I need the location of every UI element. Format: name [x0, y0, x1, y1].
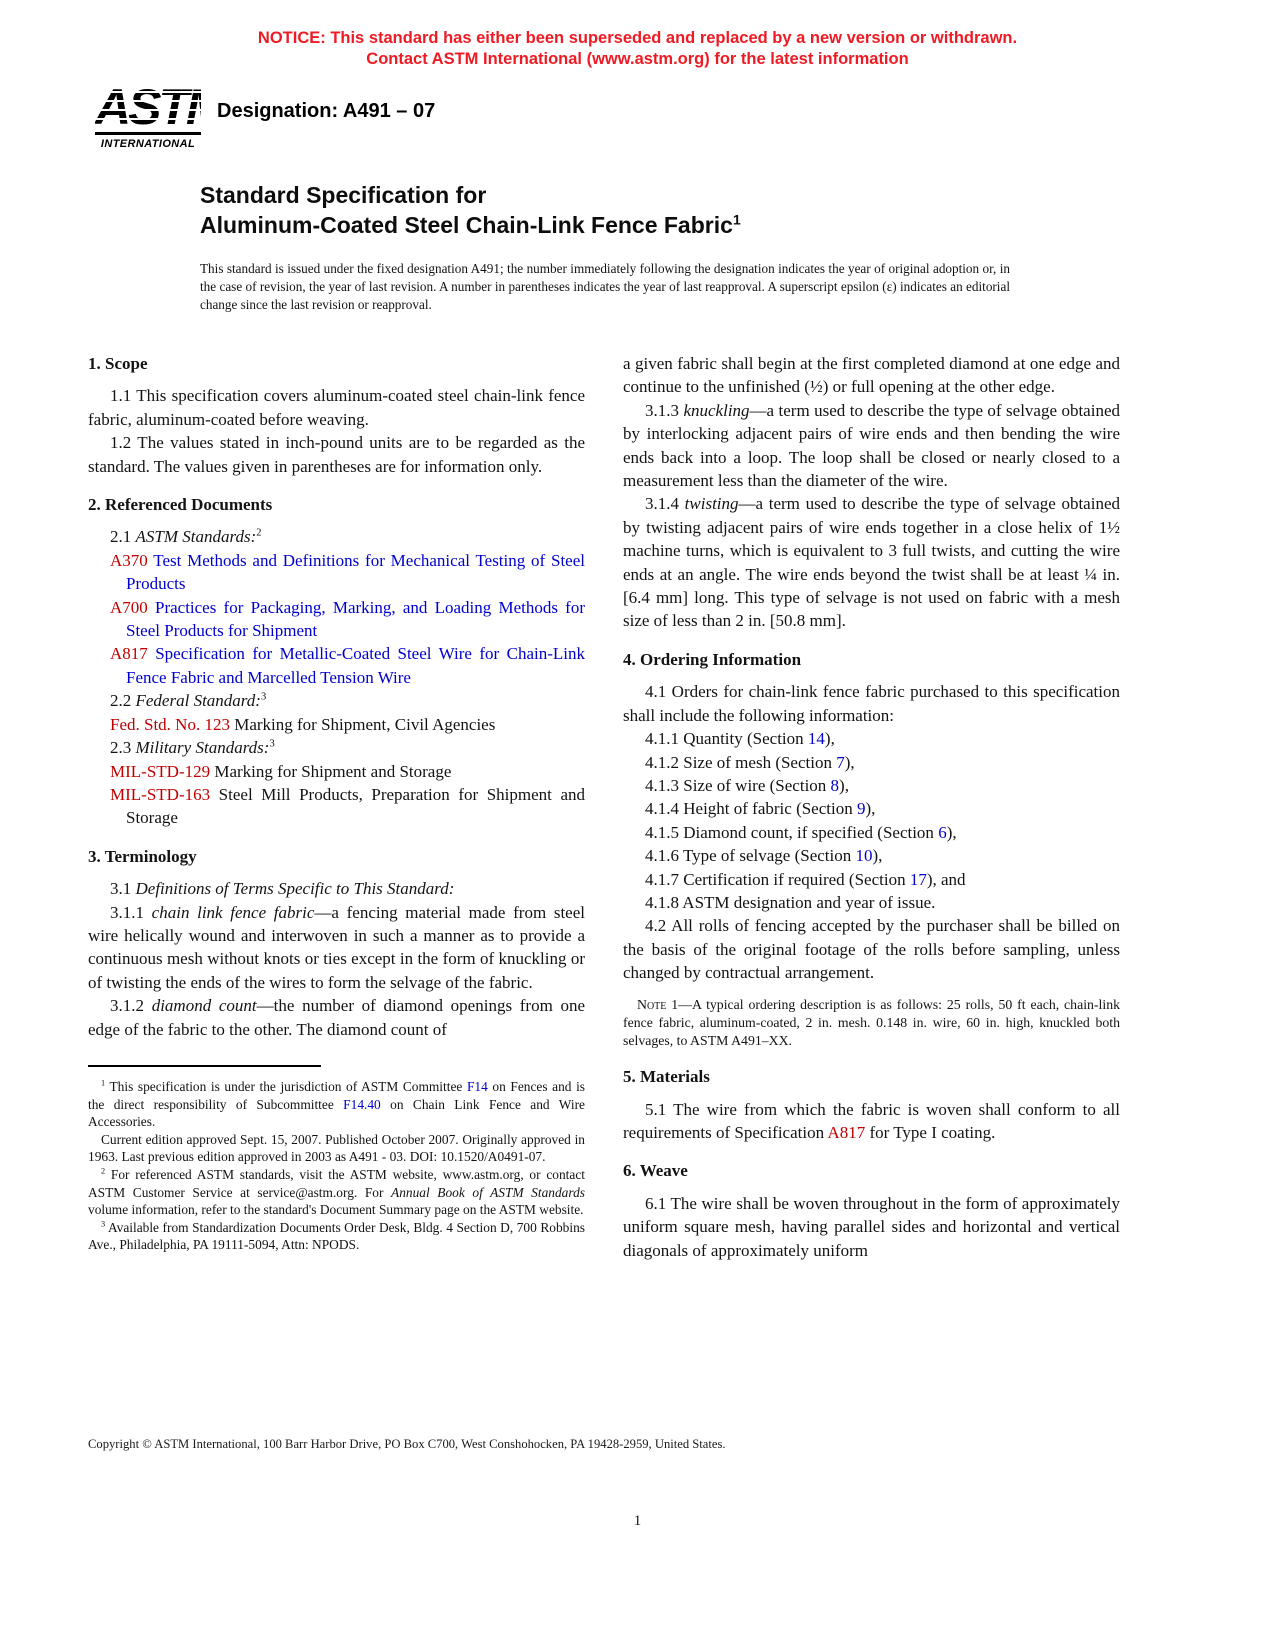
- footnote-1-edition: Current edition approved Sept. 15, 2007. Published October 2007. Originally approved in 1963. Last previous edition approved in 2003 as A491 - 03. DOI: 10.1520/A0491-07.: [88, 1131, 585, 1165]
- link-section-9[interactable]: 9: [856, 799, 866, 819]
- link-a370[interactable]: A370: [110, 550, 148, 570]
- footnote-marker: 2: [256, 527, 262, 539]
- text-run: ),: [839, 775, 849, 795]
- text-run: twisting: [684, 494, 739, 514]
- para-2-1: [88, 525, 585, 548]
- text-run: —a term used to describe the type of selvage obtained by twisting adjacent pairs of wire ends together in a close helix of 1½ machine turns, which is equivalent to 3 full twists, and cutting the wire ends at an angle. The wire ends beyond the twist shall be at least ¼ in. [6.4 mm] long. This type of selvage is not used on fabric with a mesh size of less than 2 in. [50.8 mm].: [623, 494, 1120, 631]
- text-run: chain link fence fabric: [151, 902, 315, 922]
- text-run: 3.1: [110, 879, 136, 899]
- para-4-2: 4.2 All rolls of fencing accepted by the purchaser shall be billed on the basis of the original footage of the rolls before sampling, unless changed by contractual arrangement.: [623, 916, 1120, 983]
- ref-mil-std-163: [110, 783, 585, 830]
- text-run: 3.1.3: [645, 400, 684, 420]
- link-section-10[interactable]: 10: [855, 846, 873, 866]
- title-line-2: [200, 210, 1120, 240]
- text-run: 4.1.7 Certification if required (Section: [645, 869, 910, 889]
- para-3-1-1: [88, 901, 585, 995]
- footnote-marker: 3: [260, 691, 267, 703]
- issued-statement: This standard is issued under the fixed designation A491; the number immediately following the designation indicates the year of original adoption or, in the case of revision, the year of last revision. A number in parentheses indicates the year of last reapproval. A superscript epsilon (ε) indicates an editorial change since the last revision or reapproval.: [200, 261, 1010, 312]
- link-a700-title[interactable]: Practices for Packaging, Marking, and Loading Methods for Steel Products for Shipment: [126, 597, 585, 641]
- text-run: Military Standards:: [135, 738, 270, 758]
- text-run: —a fencing material made from steel wire helically wound and interwoven in such a manner as to provide a continuous mesh without knots or ties except in the form of knuckling or of twisting the ends of the wires to form the selvage of the fabric.: [88, 902, 585, 992]
- para-4-1-2: [623, 751, 1120, 774]
- body-columns: [88, 352, 1120, 1262]
- text-run: 4.1.3 Size of wire (Section: [645, 775, 831, 795]
- heading-weave: 6. Weave: [623, 1161, 688, 1181]
- title-line-1: Standard Specification for: [200, 182, 487, 208]
- supersession-notice: [0, 0, 1275, 70]
- link-a700[interactable]: A700: [110, 597, 148, 617]
- link-a817-materials[interactable]: A817: [827, 1122, 866, 1142]
- title-footnote-ref[interactable]: 1: [732, 212, 741, 229]
- document-header: [95, 79, 1275, 150]
- text-run: 2.3: [110, 738, 136, 758]
- para-4-1-5: [623, 821, 1120, 844]
- footnote-marker: 3: [101, 1219, 106, 1229]
- text-run: 4.1.6 Type of selvage (Section: [645, 846, 856, 866]
- text-run: 3.1.1: [110, 902, 152, 922]
- para-3-1-3: [623, 399, 1120, 493]
- ref-a700: [110, 596, 585, 643]
- para-3-1-2: [88, 994, 585, 1041]
- text-run: Federal Standard:: [135, 691, 261, 711]
- text-run: 2.2: [110, 691, 136, 711]
- para-4-1: 4.1 Orders for chain-link fence fabric purchased to this specification shall include the following information:: [623, 682, 1120, 725]
- text-run: 4.1.1 Quantity (Section: [645, 729, 808, 749]
- para-4-1-7: [623, 868, 1120, 891]
- para-4-1-8: 4.1.8 ASTM designation and year of issue.: [645, 892, 936, 912]
- footnote-1: [88, 1078, 585, 1131]
- text-run: 4.1.4 Height of fabric (Section: [645, 799, 857, 819]
- notice-line-2: Contact ASTM International (www.astm.org) for the latest information: [366, 50, 909, 68]
- title-text: Aluminum-Coated Steel Chain-Link Fence Fabric: [200, 212, 733, 238]
- note-1: [623, 996, 1120, 1051]
- footnote-2: [88, 1166, 585, 1219]
- astm-logo: [95, 79, 225, 150]
- heading-materials: 5. Materials: [623, 1067, 710, 1087]
- text-run: —the number of diamond openings from one edge of the fabric to the other. The diamond count of: [88, 996, 586, 1039]
- text-run: ),: [844, 752, 855, 772]
- text-run: This specification is under the jurisdiction of ASTM Committee: [105, 1078, 467, 1094]
- text-run: on Fences and is the direct responsibility of Subcommittee: [88, 1078, 586, 1112]
- para-3-1: [88, 877, 585, 900]
- link-fed-std-123[interactable]: Fed. Std. No. 123: [110, 714, 230, 734]
- link-section-6[interactable]: 6: [938, 822, 947, 842]
- para-1-2: 1.2 The values stated in inch-pound units are to be regarded as the standard. The values given in parentheses are for information only.: [88, 433, 585, 476]
- para-4-1-1: [623, 727, 1120, 750]
- text-run: ),: [946, 822, 957, 842]
- text-run: For referenced ASTM standards, visit the ASTM website, www.astm.org, or contact ASTM Customer Service at service@astm.org. For: [88, 1166, 585, 1200]
- ref-a370: [110, 549, 585, 596]
- text-run: Available from Standardization Documents Order Desk, Bldg. 4 Section D, 700 Robbins Ave., Philadelphia, PA 19111-5094, Attn: NPODS.: [88, 1219, 585, 1253]
- text-run: diamond count: [151, 996, 257, 1016]
- text-run: Definitions of Terms Specific to This Standard:: [135, 879, 455, 899]
- para-4-1-3: [623, 774, 1120, 797]
- text-run: for Type I coating.: [865, 1122, 996, 1142]
- ref-mil-std-129: [110, 760, 585, 783]
- link-a817[interactable]: A817: [110, 644, 148, 664]
- footnote-marker: 2: [101, 1166, 106, 1176]
- link-section-14[interactable]: 14: [807, 729, 825, 749]
- text-run: on Chain Link Fence and Wire Accessories.: [88, 1096, 585, 1130]
- footnote-3: [88, 1219, 585, 1254]
- page-number: 1: [633, 1513, 642, 1529]
- para-6-1: 6.1 The wire shall be woven throughout in the form of approximately uniform square mesh, having parallel sides and horizontal and vertical diagonals of approximately uniform: [623, 1193, 1120, 1260]
- text-run: ASTM Standards:: [135, 527, 257, 547]
- para-1-1: 1.1 This specification covers aluminum-coated steel chain-link fence fabric, aluminum-coated before weaving.: [88, 386, 585, 429]
- text-run: 4.1.5 Diamond count, if specified (Section: [645, 822, 939, 842]
- text-run: Marking for Shipment and Storage: [210, 761, 452, 781]
- text-run: 4.1.2 Size of mesh (Section: [645, 752, 837, 772]
- text-run: ),: [824, 729, 835, 749]
- title-block: [200, 180, 1120, 240]
- notice-line-1: NOTICE: This standard has either been superseded and replaced by a new version or withdrawn.: [257, 29, 1018, 47]
- heading-ordering-information: 4. Ordering Information: [623, 649, 802, 669]
- left-column: [88, 352, 585, 1262]
- link-mil-std-129[interactable]: MIL-STD-129: [110, 761, 211, 781]
- text-run: 3.1.4: [645, 494, 685, 514]
- link-section-17[interactable]: 17: [909, 869, 927, 889]
- astm-logo-text: ASTM: [95, 79, 225, 135]
- text-run: volume information, refer to the standard's Document Summary page on the ASTM website.: [88, 1202, 584, 1218]
- text-run: knuckling: [683, 400, 750, 420]
- astm-logo-international: INTERNATIONAL: [95, 132, 201, 150]
- link-a370-title[interactable]: Test Methods and Definitions for Mechanical Testing of Steel Products: [126, 550, 585, 594]
- copyright-line: Copyright © ASTM International, 100 Barr Harbor Drive, PO Box C700, West Conshohocken, PA 19428-2959, United States.: [88, 1437, 726, 1451]
- link-section-8[interactable]: 8: [830, 775, 840, 795]
- text-run: ),: [865, 799, 876, 819]
- text-run: —a term used to describe the type of selvage obtained by interlocking adjacent pairs of wire ends and then bending the wire ends back into a loop. The loop shall be closed or nearly closed to a measurement less than the diameter of the wire.: [623, 400, 1120, 491]
- para-4-1-4: [623, 797, 1120, 820]
- link-f14[interactable]: F14: [466, 1078, 488, 1094]
- text-run: ), and: [926, 869, 966, 889]
- designation: Designation: A491 – 07: [217, 100, 436, 122]
- para-5-1: [623, 1098, 1120, 1145]
- footnote-marker: 3: [269, 738, 275, 750]
- link-mil-std-163[interactable]: MIL-STD-163: [110, 784, 211, 804]
- heading-terminology: 3. Terminology: [88, 846, 197, 866]
- para-2-3: [88, 736, 585, 759]
- footnote-marker: 1: [101, 1078, 106, 1088]
- text-run: 5.1 The wire from which the fabric is woven shall conform to all requirements of Specification: [623, 1099, 1120, 1142]
- link-f14-40[interactable]: F14.40: [343, 1096, 381, 1112]
- footnote-separator: [88, 1065, 321, 1067]
- text-run: Annual Book of ASTM Standards: [391, 1184, 585, 1200]
- text-run: —A typical ordering description is as follows: 25 rolls, 50 ft each, chain-link fence fabric, aluminum-coated, 2 in. mesh. 0.148 in. wire, 60 in. high, knuckled both selvages, to ASTM A491–XX.: [623, 996, 1120, 1048]
- text-run: Note 1: [637, 996, 679, 1012]
- para-3-1-2-continuation: a given fabric shall begin at the first completed diamond at one edge and continue to the unfinished (½) or full opening at the other edge.: [623, 354, 1120, 397]
- text-run: 3.1.2: [110, 996, 152, 1016]
- para-4-1-6: [623, 844, 1120, 867]
- heading-referenced-documents: 2. Referenced Documents: [88, 495, 273, 515]
- para-2-2: [88, 689, 585, 712]
- ref-fed-std-123: [110, 713, 585, 736]
- para-3-1-4: [623, 492, 1120, 632]
- text-run: Steel Mill Products, Preparation for Shipment and Storage: [126, 784, 585, 828]
- text-run: 2.1: [110, 527, 136, 547]
- link-section-7[interactable]: 7: [836, 752, 845, 772]
- right-column: [623, 352, 1120, 1262]
- text-run: Marking for Shipment, Civil Agencies: [229, 714, 496, 734]
- ref-a817: [110, 642, 585, 689]
- text-run: ),: [872, 846, 883, 866]
- link-a817-title[interactable]: Specification for Metallic-Coated Steel Wire for Chain-Link Fence Fabric and Marcelled Tension Wire: [126, 644, 585, 687]
- heading-scope: 1. Scope: [88, 354, 148, 373]
